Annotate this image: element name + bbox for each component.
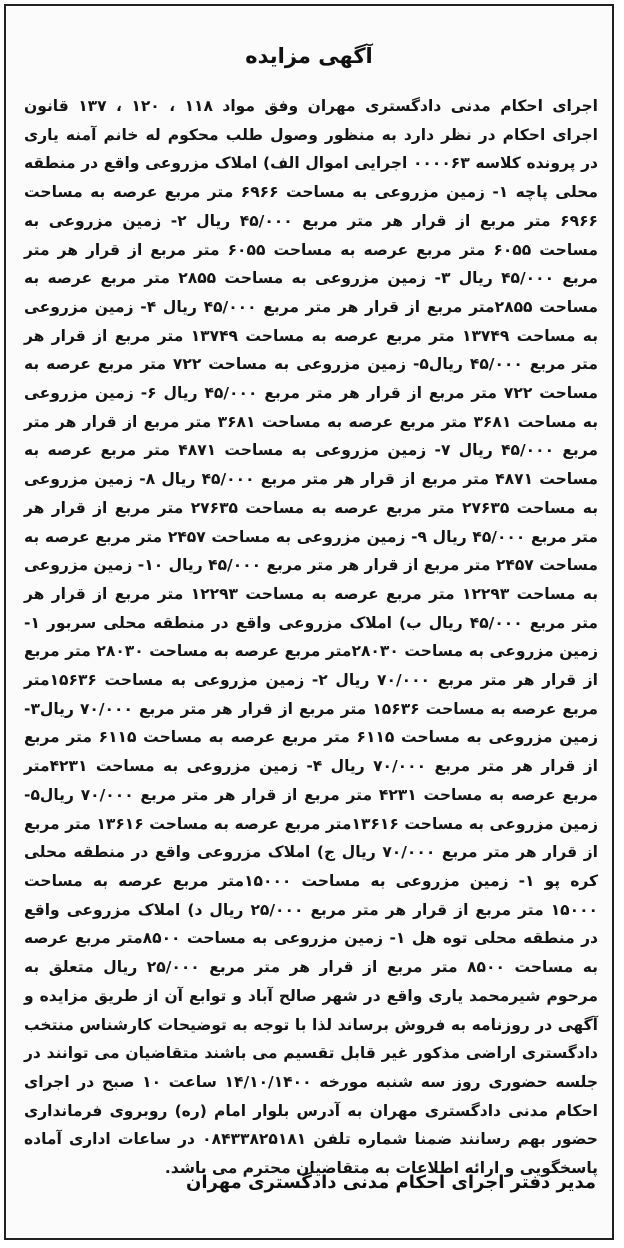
- notice-title: آگهی مزایده: [245, 44, 373, 68]
- notice-signature: مدیر دفتر اجرای احکام مدنی دادگستری مهران: [186, 1172, 596, 1193]
- auction-notice: [4, 4, 614, 1240]
- notice-body: اجرای احکام مدنی دادگستری مهران وفق مواد ۱۱۸ ، ۱۲۰ ، ۱۳۷ قانون اجرای احکام در نظر دارد به منظور وصول طلب محکوم له خانم آمنه یاری در پرونده کلاسه ۰۰۰۰۶۳ اجرایی اموال الف) املاک مزروعی واقع در منطقه محلی پاچه ۱- زمین مزروعی به مساحت ۶۹۶۶ متر مربع عرصه به مساحت ۶۹۶۶ متر مربع از قرار هر متر مربع ۴۵/۰۰۰ ریال ۲- زمین مزروعی به مساحت ۶۰۵۵ متر مربع عرصه به مساحت ۶۰۵۵ متر مربع از قرار هر متر مربع ۴۵/۰۰۰ ریال ۳- زمین مزروعی به مساحت ۲۸۵۵ متر مربع عرصه به مساحت ۲۸۵۵متر مربع از قرار هر متر مربع ۴۵/۰۰۰ ریال ۴- زمین مزروعی به مساحت ۱۳۷۴۹ متر مربع عرصه به مساحت ۱۳۷۴۹ متر مربع از قرار هر متر مربع ۴۵/۰۰۰ ریال۵- زمین مزروعی به مساحت ۷۲۲ متر مربع عرصه به مساحت ۷۲۲ متر مربع از قرار هر متر مربع ۴۵/۰۰۰ ریال ۶- زمین مزروعی به مساحت ۳۶۸۱ متر مربع عرصه به مساحت ۳۶۸۱ متر مربع از قرار هر متر مربع ۴۵/۰۰۰ ریال ۷- زمین مزروعی به مساحت ۴۸۷۱ متر مربع عرصه به مساحت ۴۸۷۱ متر مربع از قرار هر متر مربع ۴۵/۰۰۰ ریال ۸- زمین مزروعی به مساحت ۲۷۶۳۵ متر مربع عرصه به مساحت ۲۷۶۳۵ متر مربع از قرار هر متر مربع ۴۵/۰۰۰ ریال ۹- زمین مزروعی به مساحت ۲۴۵۷ متر مربع عرصه به مساحت ۲۴۵۷ متر مربع از قرار هر متر مربع ۴۵/۰۰۰ ریال ۱۰- زمین مزروعی به مساحت ۱۲۲۹۳ متر مربع عرصه به مساحت ۱۲۲۹۳ متر مربع از قرار هر متر مربع ۴۵/۰۰۰ ریال ب) املاک مزروعی واقع در منطقه محلی سربور ۱- زمین مزروعی به مساحت ۲۸۰۳۰متر مربع عرصه به مساحت ۲۸۰۳۰ متر مربع از قرار هر متر مربع ۷۰/۰۰۰ ریال ۲- زمین مزروعی به مساحت ۱۵۶۳۶متر مربع عرصه به مساحت ۱۵۶۳۶ متر مربع از قرار هر متر مربع ۷۰/۰۰۰ ریال۳- زمین مزروعی به مساحت ۶۱۱۵ متر مربع عرصه به مساحت ۶۱۱۵ متر مربع از قرار هر متر مربع ۷۰/۰۰۰ ریال ۴- زمین مزروعی به مساحت ۴۲۳۱متر مربع عرصه به مساحت ۴۲۳۱ متر مربع از قرار هر متر مربع ۷۰/۰۰۰ ریال۵- زمین مزروعی به مساحت ۱۳۶۱۶متر مربع عرصه به مساحت ۱۳۶۱۶ متر مربع از قرار هر متر مربع ۷۰/۰۰۰ ریال ج) املاک مزروعی واقع در منطقه محلی کره پو ۱- زمین مزروعی به مساحت ۱۵۰۰۰متر مربع عرصه به مساحت ۱۵۰۰۰ متر مربع از قرار هر متر مربع ۲۵/۰۰۰ ریال د) املاک مزروعی واقع در منطقه محلی توه هل ۱- زمین مزروعی به مساحت ۸۵۰۰متر مربع عرصه به مساحت ۸۵۰۰ متر مربع از قرار هر متر مربع ۲۵/۰۰۰ ریال متعلق به مرحوم شیرمحمد یاری واقع در شهر صالح آباد و توابع آن از طریق مزایده و آگهی در روزنامه به فروش برساند لذا با توجه به توضیحات کارشناس منتخب دادگستری اراضی مذکور غیر قابل تقسیم می باشند متقاضیان می توانند در جلسه حضوری روز سه شنبه مورخه ۱۴/۱۰/۱۴۰۰ ساعت ۱۰ صبح در اجرای احکام مدنی دادگستری مهران به آدرس بلوار امام (ره) روبروی فرمانداری حضور بهم رسانند ضمنا شماره تلفن ۰۸۴۳۳۸۲۵۱۸۱ در ساعات اداری آماده پاسخگویی و ارائه اطلاعات به متقاضیان محترم می باشد.: [24, 97, 599, 1178]
